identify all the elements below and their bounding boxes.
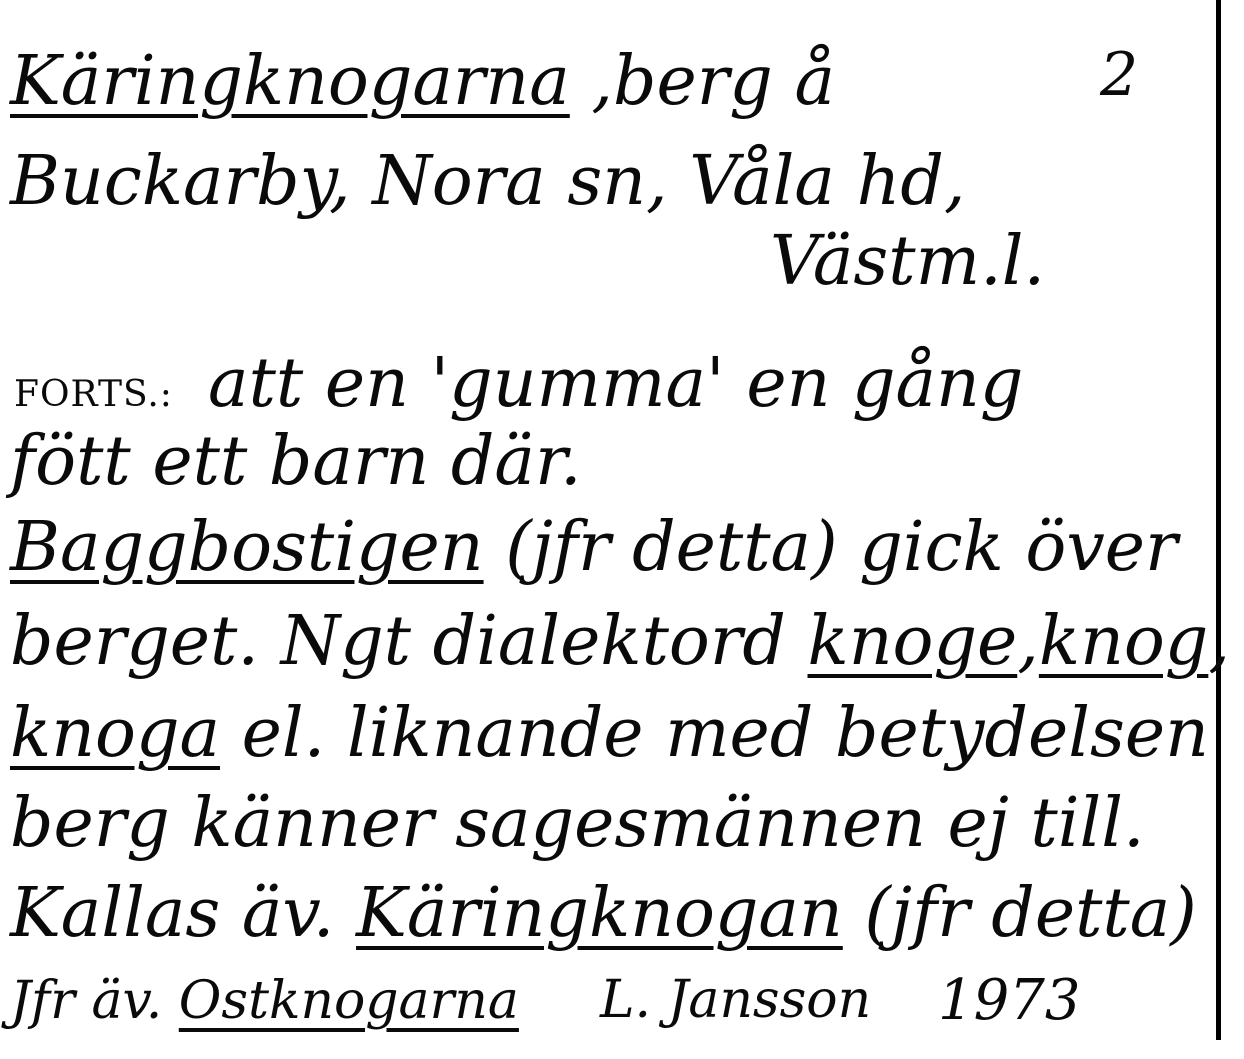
year: 1973 [938, 968, 1081, 1033]
body-line-2 [10, 422, 582, 501]
body-text-4sep: , [1017, 602, 1039, 681]
word-knoga: knoga [10, 694, 221, 773]
place-location: Buckarby, Nora sn, Våla hd, [10, 142, 966, 221]
heading-line-1 [10, 42, 835, 121]
body-line-3 [10, 508, 1178, 587]
heading-line-2 [10, 142, 966, 221]
body-text-2: fött ett barn där. [10, 422, 582, 501]
body-text-8a: Jfr äv. [10, 971, 163, 1031]
body-line-4 [10, 602, 1230, 681]
ref-karingknogan: Käringknogan [356, 874, 843, 953]
place-type: ,berg å [591, 42, 835, 121]
card-edge-line [1216, 0, 1221, 1040]
body-text-5: el. liknande med betydelsen [241, 694, 1209, 773]
heading-line-3 [770, 222, 1046, 301]
place-name: Käringknogarna [10, 42, 570, 121]
place-county: Västm.l. [770, 222, 1046, 301]
body-line-6 [10, 784, 1145, 863]
body-line-5 [10, 694, 1209, 773]
body-text-4a: berget. Ngt dialektord [10, 602, 786, 681]
ref-baggbostigen: Baggbostigen [10, 508, 484, 587]
word-knoge: knoge [807, 602, 1018, 681]
body-line-8 [10, 971, 519, 1031]
ref-ostknogarna: Ostknogarna [178, 971, 519, 1031]
body-line-7 [10, 874, 1197, 953]
forts-label: FORTS.: [14, 374, 173, 415]
body-text-7a: Kallas äv. [10, 874, 335, 953]
card-number: 2 [1100, 40, 1139, 110]
body-line-1 [14, 344, 1024, 423]
body-text-6: berg känner sagesmännen ej till. [10, 784, 1145, 863]
body-text-3: (jfr detta) gick över [505, 508, 1178, 587]
word-knog: knog [1038, 602, 1209, 681]
signature: L. Jansson [600, 970, 872, 1030]
body-text-1: att en 'gumma' en gång [208, 344, 1024, 423]
body-text-4end: , [1208, 602, 1230, 681]
body-text-7end: (jfr detta) [864, 874, 1197, 953]
